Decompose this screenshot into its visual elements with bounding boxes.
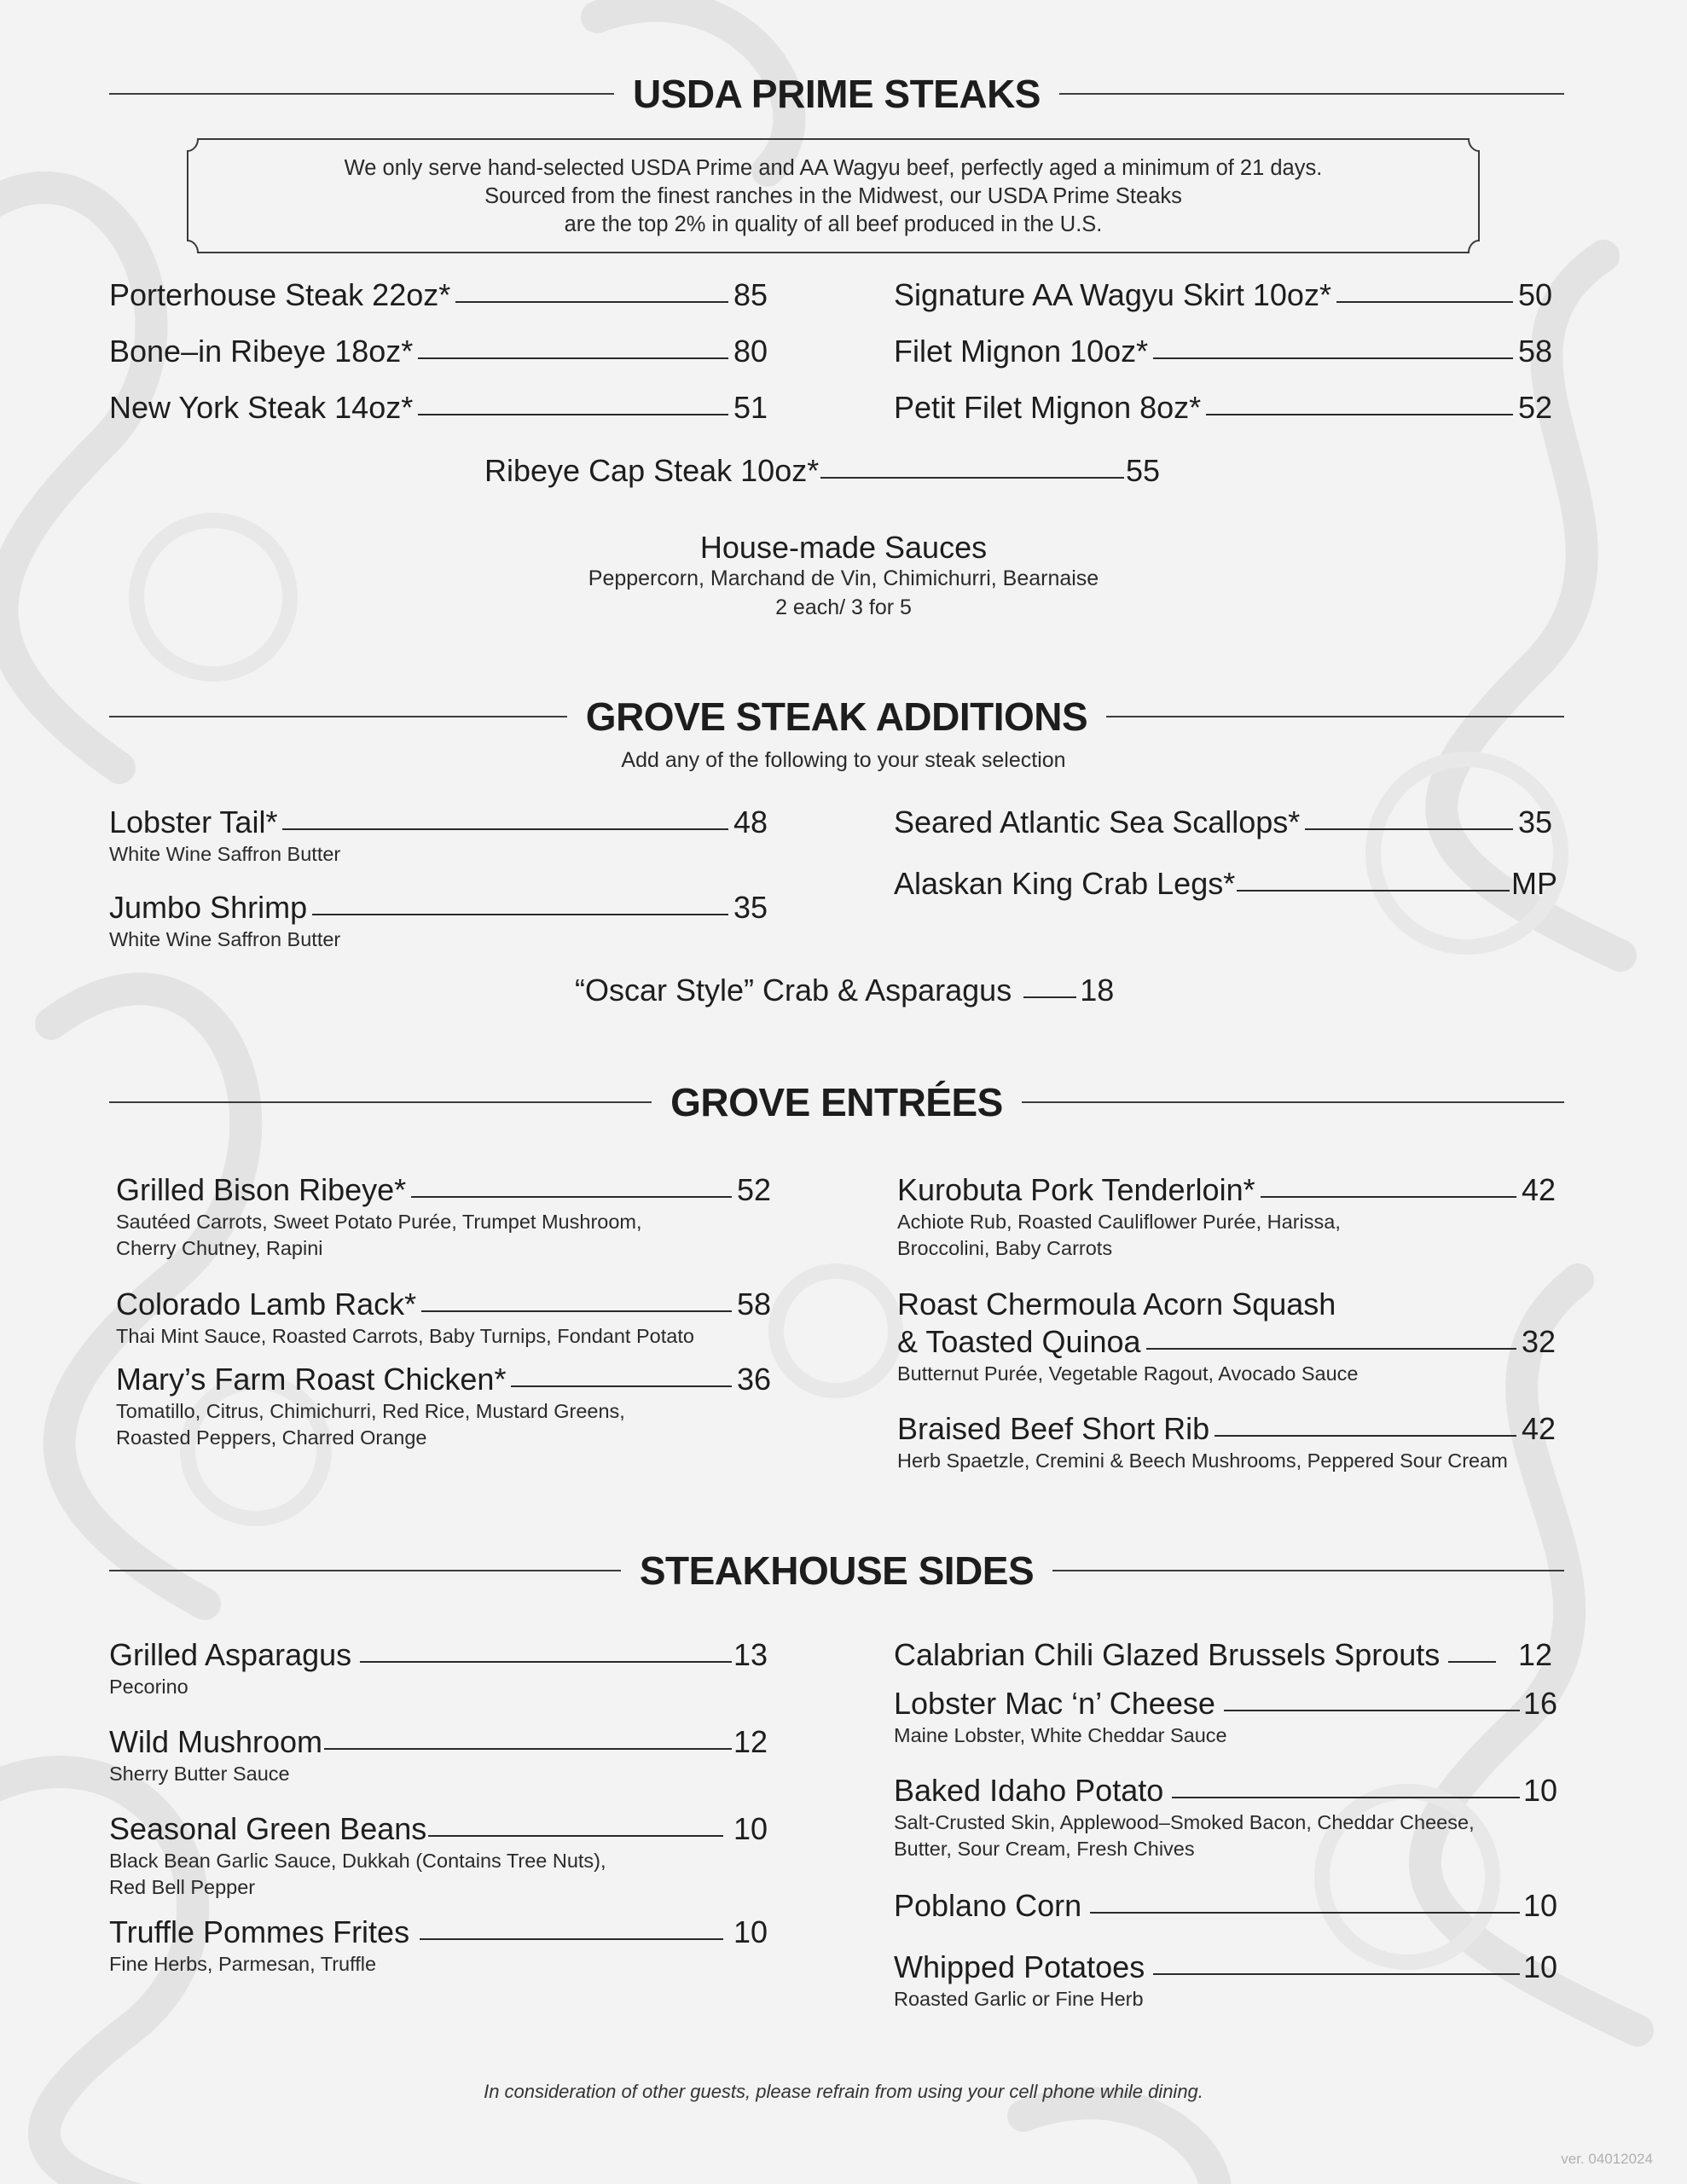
- divider: [1059, 93, 1564, 95]
- item-price: 35: [1517, 804, 1552, 839]
- version-label: ver. 04012024: [1561, 2151, 1653, 2167]
- item-name: Poblano Corn: [894, 1888, 1082, 1923]
- item-price: 13: [733, 1637, 768, 1672]
- item-name-line1: Roast Chermoula Acorn Squash: [897, 1287, 1336, 1321]
- additions-subtitle: Add any of the following to your steak selection: [621, 748, 1066, 772]
- menu-item: [894, 276, 1552, 314]
- item-price: 12: [733, 1724, 768, 1759]
- item-description: Salt-Crusted Skin, Applewood–Smoked Bacon, Cheddar Cheese,: [894, 1811, 1475, 1833]
- divider: [1052, 1570, 1564, 1571]
- item-name: Grilled Asparagus: [109, 1637, 352, 1672]
- leader-line: [420, 1938, 723, 1940]
- item-name: Filet Mignon 10oz*: [894, 334, 1149, 369]
- item-price: 10: [1522, 1888, 1557, 1923]
- menu-item: [575, 972, 1114, 1009]
- item-description: White Wine Saffron Butter: [109, 843, 341, 865]
- menu-item: [109, 1636, 768, 1700]
- footer-note: In consideration of other guests, please refrain from using your cell phone while dining.: [484, 2081, 1203, 2102]
- sauces-title: House-made Sauces: [699, 530, 988, 565]
- item-description: Black Bean Garlic Sauce, Dukkah (Contains Tree Nuts),: [109, 1850, 606, 1872]
- menu-item: [109, 1914, 768, 1978]
- item-name: Lobster Tail*: [109, 804, 278, 839]
- item-description: Maine Lobster, White Cheddar Sauce: [894, 1724, 1227, 1746]
- item-description: Sherry Butter Sauce: [109, 1763, 290, 1785]
- menu-item: [894, 1636, 1552, 1674]
- item-name: New York Steak 14oz*: [109, 390, 414, 425]
- leader-line: [1237, 890, 1510, 892]
- intro-line: are the top 2% in quality of all beef produced in the U.S.: [564, 212, 1103, 236]
- item-name: Seasonal Green Beans: [109, 1811, 427, 1846]
- divider: [109, 1570, 621, 1571]
- item-name: Braised Beef Short Rib: [897, 1411, 1210, 1446]
- item-price: 80: [733, 334, 768, 369]
- leader-line: [1153, 1973, 1520, 1975]
- item-name: Jumbo Shrimp: [109, 890, 308, 925]
- leader-line: [282, 828, 728, 830]
- item-description: Cherry Chutney, Rapini: [116, 1237, 323, 1259]
- leader-line: [418, 357, 728, 359]
- item-description: Red Bell Pepper: [109, 1876, 256, 1898]
- item-name: Signature AA Wagyu Skirt 10oz*: [894, 277, 1331, 312]
- intro-box: [186, 137, 1481, 254]
- leader-line: [411, 1196, 732, 1198]
- section-header-sides: [109, 1545, 1564, 1596]
- item-name: & Toasted Quinoa: [897, 1324, 1141, 1359]
- menu-item: [894, 1949, 1557, 2013]
- item-name: Wild Mushroom: [109, 1724, 323, 1759]
- item-price: 42: [1521, 1411, 1556, 1446]
- leader-line: [1448, 1661, 1496, 1663]
- leader-line: [1305, 828, 1513, 830]
- leader-line: [1172, 1797, 1520, 1798]
- item-price: MP: [1511, 866, 1557, 901]
- intro-line: We only serve hand-selected USDA Prime and AA Wagyu beef, perfectly aged a minimum of 21 days.: [344, 156, 1323, 180]
- leader-line: [1090, 1912, 1520, 1914]
- menu-item: [109, 276, 768, 314]
- leader-line: [455, 301, 728, 303]
- intro-line: Sourced from the finest ranches in the Midwest, our USDA Prime Steaks: [484, 184, 1182, 208]
- menu-item: [109, 889, 768, 953]
- item-price: 42: [1521, 1172, 1556, 1207]
- item-price: 48: [733, 804, 768, 839]
- item-price: 50: [1517, 277, 1552, 312]
- leader-line: [1224, 1710, 1520, 1711]
- leader-line: [1261, 1196, 1516, 1198]
- section-title: GROVE STEAK ADDITIONS: [585, 694, 1088, 739]
- item-price: 10: [1522, 1949, 1557, 1984]
- menu-item: [116, 1171, 771, 1262]
- item-name: Mary’s Farm Roast Chicken*: [116, 1362, 507, 1397]
- item-price: 35: [733, 890, 768, 925]
- item-name: Alaskan King Crab Legs*: [894, 866, 1236, 901]
- item-name: Ribeye Cap Steak 10oz*: [484, 453, 820, 488]
- item-price: 32: [1521, 1324, 1556, 1359]
- divider: [1106, 716, 1564, 717]
- item-description: Butternut Purée, Vegetable Ragout, Avocado Sauce: [897, 1362, 1359, 1385]
- item-description: Sautéed Carrots, Sweet Potato Purée, Trumpet Mushroom,: [116, 1211, 642, 1233]
- item-name: Bone–in Ribeye 18oz*: [109, 334, 414, 369]
- item-price: 10: [1522, 1773, 1557, 1808]
- divider: [109, 1101, 652, 1103]
- item-name: Whipped Potatoes: [894, 1949, 1145, 1984]
- item-name: Grilled Bison Ribeye*: [116, 1172, 407, 1207]
- section-header-additions: [109, 691, 1564, 742]
- item-name: Porterhouse Steak 22oz*: [109, 277, 451, 312]
- menu-item: [897, 1171, 1556, 1262]
- menu-item: [116, 1361, 771, 1451]
- leader-line: [1023, 996, 1076, 998]
- item-name: Kurobuta Pork Tenderloin*: [897, 1172, 1255, 1207]
- leader-line: [820, 477, 1124, 479]
- leader-line: [418, 414, 728, 415]
- item-price: 36: [736, 1362, 771, 1397]
- item-description: White Wine Saffron Butter: [109, 928, 341, 950]
- section-title: GROVE ENTRÉES: [670, 1080, 1003, 1124]
- leader-line: [1206, 414, 1513, 415]
- item-description: Broccolini, Baby Carrots: [897, 1237, 1113, 1259]
- section-title: STEAKHOUSE SIDES: [639, 1548, 1035, 1593]
- item-price: 58: [1517, 334, 1552, 369]
- leader-line: [312, 914, 728, 915]
- leader-line: [511, 1385, 732, 1387]
- menu-item: [109, 333, 768, 370]
- item-price: 52: [1517, 390, 1552, 425]
- section-title: USDA PRIME STEAKS: [633, 72, 1041, 116]
- leader-line: [1146, 1348, 1516, 1350]
- item-name: Baked Idaho Potato: [894, 1773, 1164, 1808]
- leader-line: [360, 1661, 732, 1663]
- item-name: Petit Filet Mignon 8oz*: [894, 390, 1202, 425]
- menu-item: [894, 333, 1552, 370]
- menu-item: [897, 1286, 1556, 1387]
- leader-line: [1215, 1435, 1516, 1437]
- item-name: Truffle Pommes Frites: [109, 1914, 410, 1949]
- leader-line: [1336, 301, 1513, 303]
- item-description: Thai Mint Sauce, Roasted Carrots, Baby Turnips, Fondant Potato: [116, 1325, 694, 1347]
- menu-item: [109, 1723, 768, 1787]
- menu-item: [894, 1685, 1557, 1749]
- leader-line: [324, 1748, 732, 1750]
- divider: [1022, 1101, 1564, 1103]
- menu-item: [109, 389, 768, 427]
- item-price: 52: [736, 1172, 771, 1207]
- item-price: 10: [733, 1811, 768, 1846]
- item-price: 16: [1522, 1686, 1557, 1721]
- item-name: Seared Atlantic Sea Scallops*: [894, 804, 1301, 839]
- menu-item: [894, 1887, 1557, 1925]
- item-name: Colorado Lamb Rack*: [116, 1287, 417, 1321]
- leader-line: [428, 1835, 723, 1837]
- item-description: Herb Spaetzle, Cremini & Beech Mushrooms, Peppered Sour Cream: [897, 1449, 1508, 1472]
- item-price: 12: [1517, 1637, 1552, 1672]
- menu-item: [109, 1810, 768, 1901]
- item-price: 10: [733, 1914, 768, 1949]
- item-description: Pecorino: [109, 1676, 188, 1698]
- item-name: Lobster Mac ‘n’ Cheese: [894, 1686, 1215, 1721]
- item-description: Achiote Rub, Roasted Cauliflower Purée, Harissa,: [897, 1211, 1341, 1233]
- item-description: Fine Herbs, Parmesan, Truffle: [109, 1953, 377, 1975]
- item-price: 55: [1125, 453, 1160, 488]
- sauces-list: Peppercorn, Marchand de Vin, Chimichurri, Bearnaise: [588, 566, 1099, 590]
- item-name: Calabrian Chili Glazed Brussels Sprouts: [894, 1637, 1441, 1672]
- divider: [109, 716, 567, 717]
- item-name: “Oscar Style” Crab & Asparagus: [575, 973, 1012, 1008]
- menu-item: [894, 389, 1552, 427]
- menu-item: [894, 1772, 1557, 1862]
- item-description: Roasted Peppers, Charred Orange: [116, 1426, 427, 1449]
- menu-item: [484, 452, 1160, 490]
- item-price: 51: [733, 390, 768, 425]
- menu-item: [897, 1410, 1556, 1474]
- menu-item: [116, 1286, 771, 1350]
- section-header-steaks: [109, 68, 1564, 119]
- leader-line: [421, 1310, 732, 1312]
- item-price: 58: [736, 1287, 771, 1321]
- sauces-price: 2 each/ 3 for 5: [775, 595, 912, 619]
- divider: [109, 93, 614, 95]
- item-price: 85: [733, 277, 768, 312]
- item-description: Roasted Garlic or Fine Herb: [894, 1988, 1144, 2010]
- menu-item: [894, 865, 1557, 903]
- leader-line: [1153, 357, 1513, 359]
- item-description: Butter, Sour Cream, Fresh Chives: [894, 1838, 1195, 1860]
- menu-item: [894, 804, 1552, 841]
- item-description: Tomatillo, Citrus, Chimichurri, Red Rice, Mustard Greens,: [116, 1400, 625, 1422]
- item-price: 18: [1080, 973, 1115, 1008]
- section-header-entrees: [109, 1077, 1564, 1128]
- menu-item: [109, 804, 768, 868]
